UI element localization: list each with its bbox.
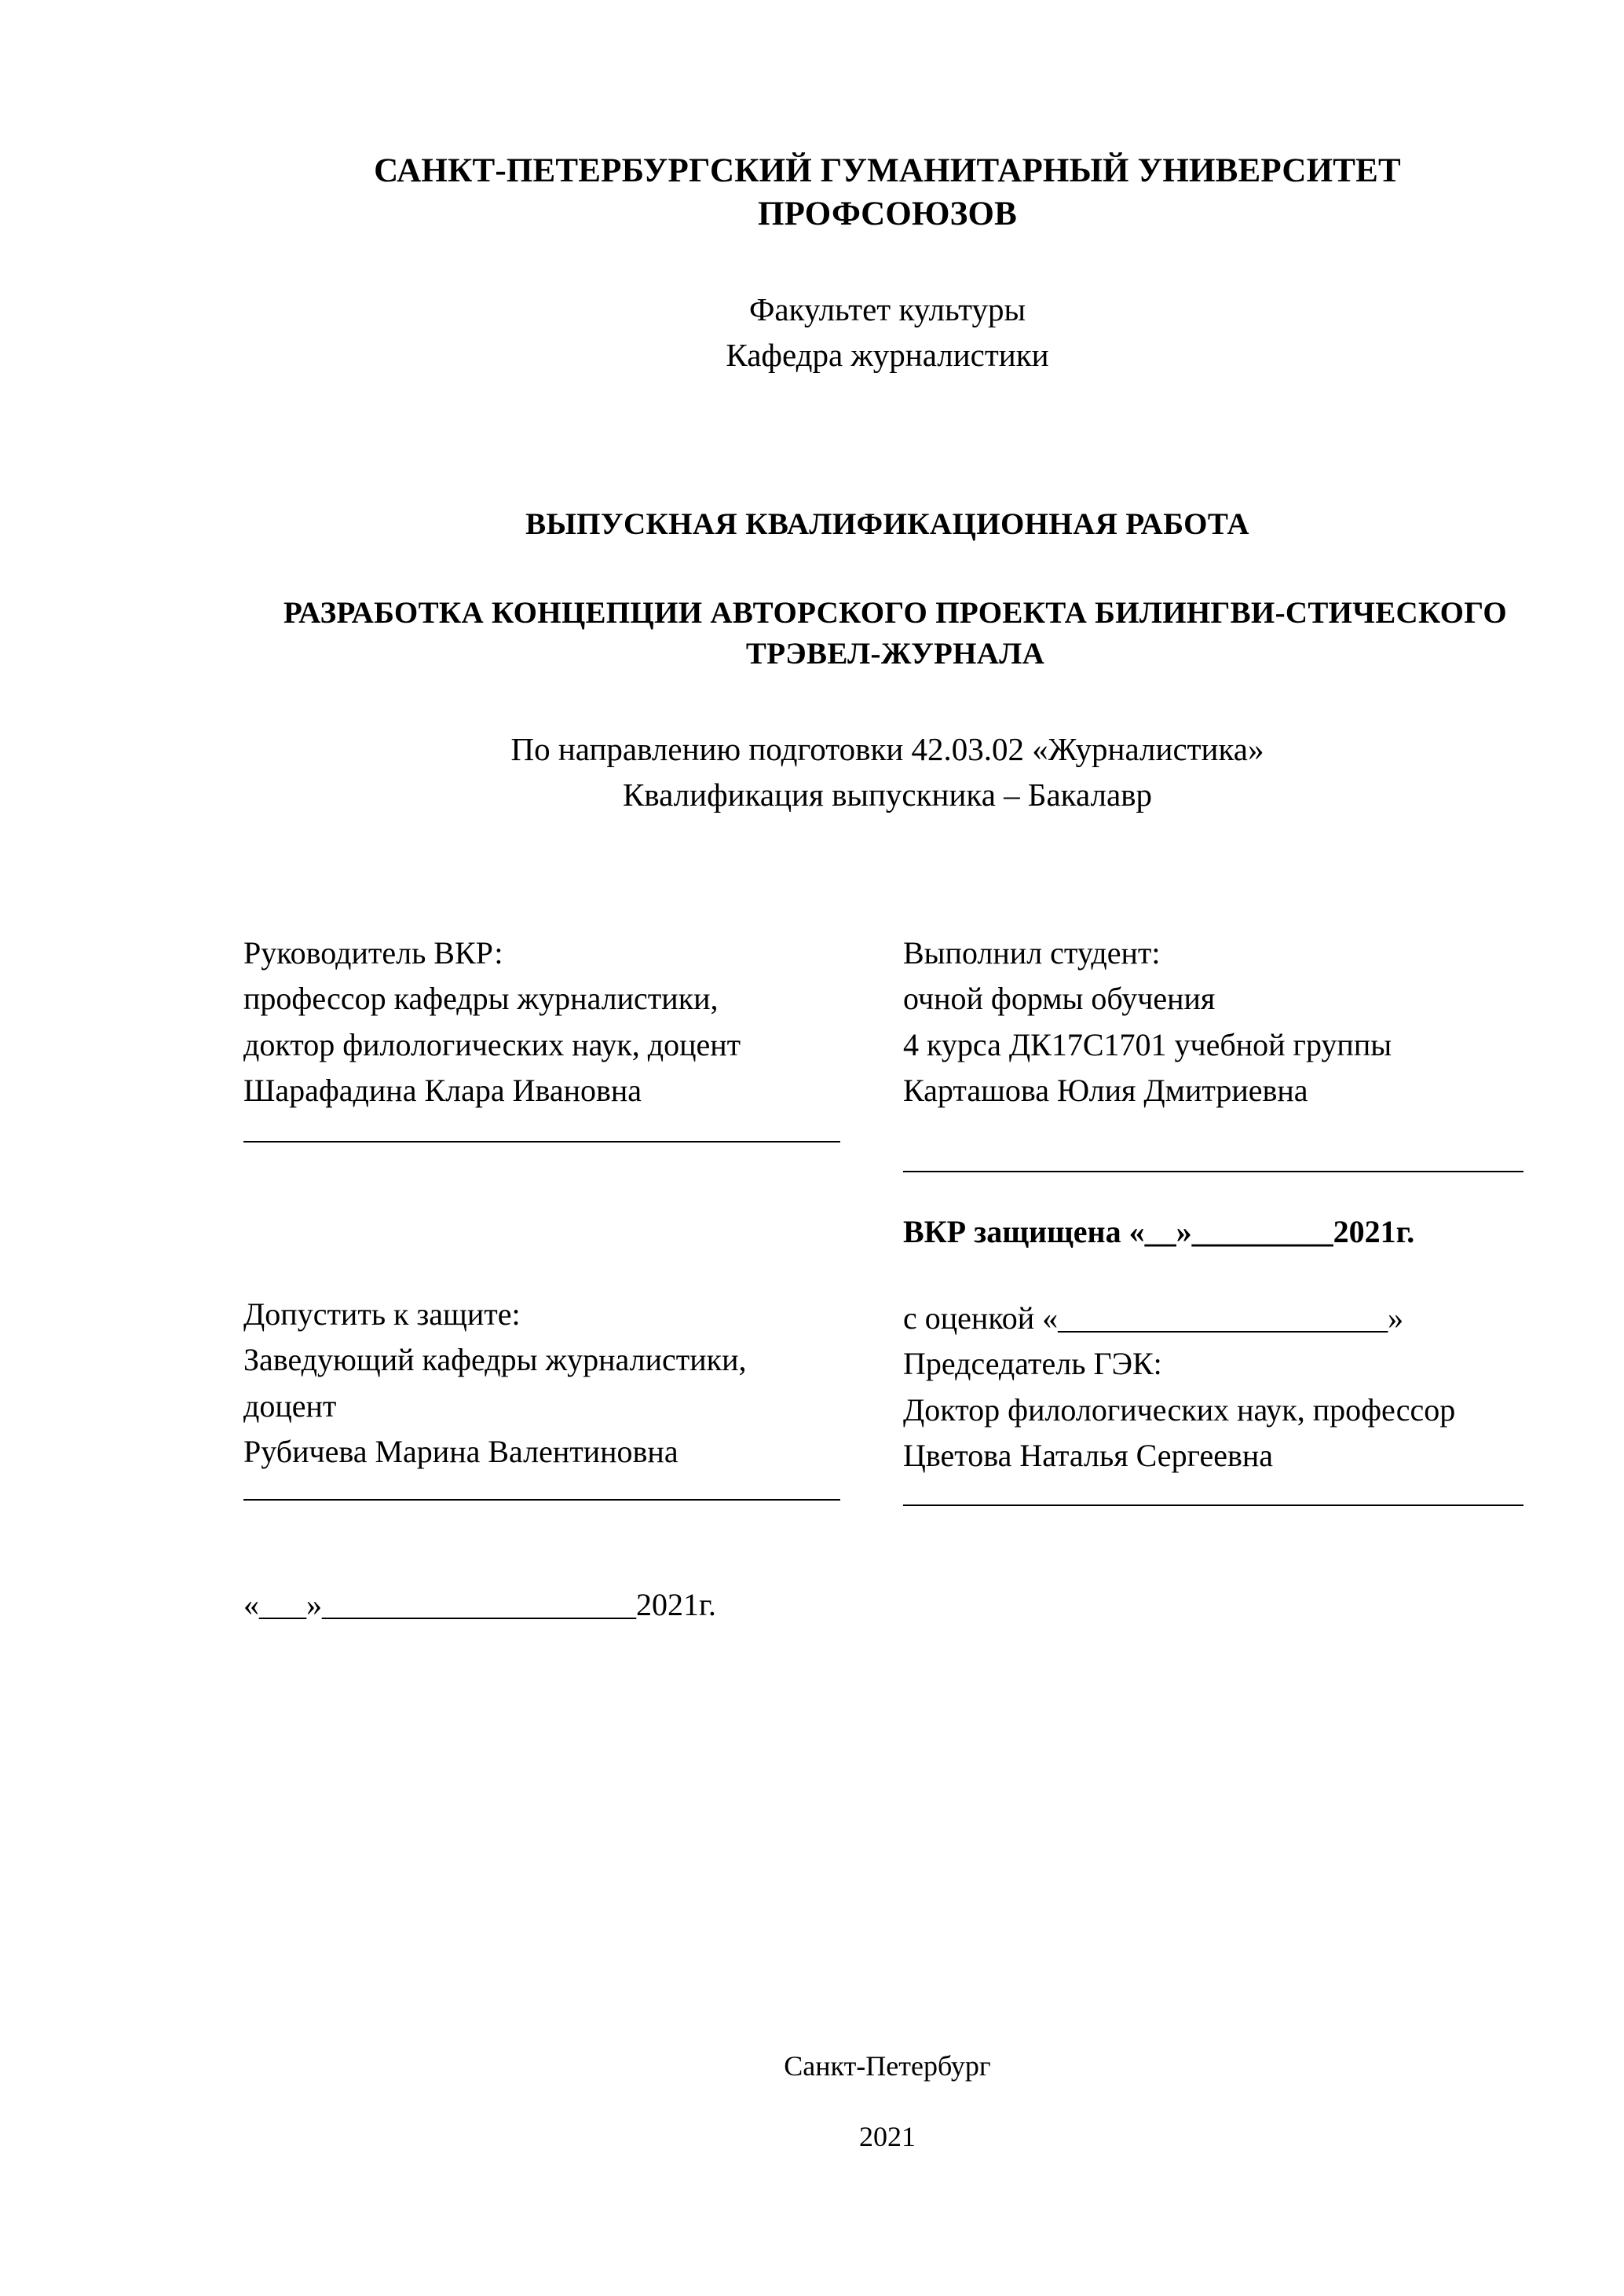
faculty-block [283, 287, 1492, 378]
admission-label: Допустить к защите: [243, 1296, 521, 1332]
supervisor-label: Руководитель ВКР: [243, 935, 503, 971]
faculty-name: Факультет культуры [748, 291, 1026, 327]
chair-label: Председатель ГЭК: [903, 1346, 1162, 1382]
defense-date-line: ВКР защищена «__»_________2021г. [903, 1214, 1415, 1249]
work-title: РАЗРАБОТКА КОНЦЕПЦИИ АВТОРСКОГО ПРОЕКТА БИЛИНГВИ-СТИЧЕСКОГО ТРЭВЕЛ-ЖУРНАЛА [283, 596, 1507, 671]
university-name: САНКТ-ПЕТЕРБУРГСКИЙ ГУМАНИТАРНЫЙ УНИВЕРСИТЕТ ПРОФСОЮЗОВ [374, 152, 1401, 233]
chair-position: Доктор филологических наук, профессор [903, 1391, 1456, 1428]
direction-block [283, 726, 1492, 817]
student-label: Выполнил студент: [903, 935, 1161, 971]
department-name: Кафедра журналистики [726, 337, 1049, 374]
work-type: ВЫПУСКНАЯ КВАЛИФИКАЦИОННАЯ РАБОТА [525, 507, 1249, 541]
admission-date [243, 1582, 872, 1628]
supervisor-position-line-1: профессор кафедры журналистики, [243, 981, 719, 1017]
head-position-line-2: доцент [243, 1387, 337, 1424]
chair-name: Цветова Наталья Сергеевна [903, 1438, 1273, 1474]
page-content [236, 0, 1539, 2296]
student-block [903, 930, 1531, 1172]
chair-signature-line [903, 1504, 1523, 1506]
student-group: 4 курса ДК17С1701 учебной группы [903, 1026, 1392, 1062]
head-name: Рубичева Марина Валентиновна [243, 1434, 678, 1470]
direction-line: По направлению подготовки 42.03.02 «Журналистика» [510, 731, 1264, 767]
head-position-line-1: Заведующий кафедры журналистики, [243, 1342, 747, 1378]
grade-block [903, 1296, 1531, 1506]
signatures-section [243, 930, 1531, 1676]
student-name: Карташова Юлия Дмитриевна [903, 1073, 1308, 1109]
year: 2021 [859, 2121, 916, 2152]
student-form: очной формы обучения [903, 981, 1216, 1017]
supervisor-signature-line [243, 1141, 840, 1143]
student-signature-line [903, 1171, 1523, 1172]
qualification-line: Квалификация выпускника – Бакалавр [622, 777, 1153, 813]
defense-date-block [903, 1209, 1531, 1255]
grade-line: с оценкой «_____________________» [903, 1300, 1404, 1336]
supervisor-name: Шарафадина Клара Ивановна [243, 1073, 642, 1109]
city: Санкт-Петербург [784, 2050, 991, 2082]
admission-date-line: «___»____________________2021г. [243, 1587, 716, 1622]
head-signature-line [243, 1499, 840, 1501]
supervisor-block [243, 930, 872, 1143]
admission-block [243, 1292, 872, 1501]
supervisor-position-line-2: доктор филологических наук, доцент [243, 1026, 741, 1062]
